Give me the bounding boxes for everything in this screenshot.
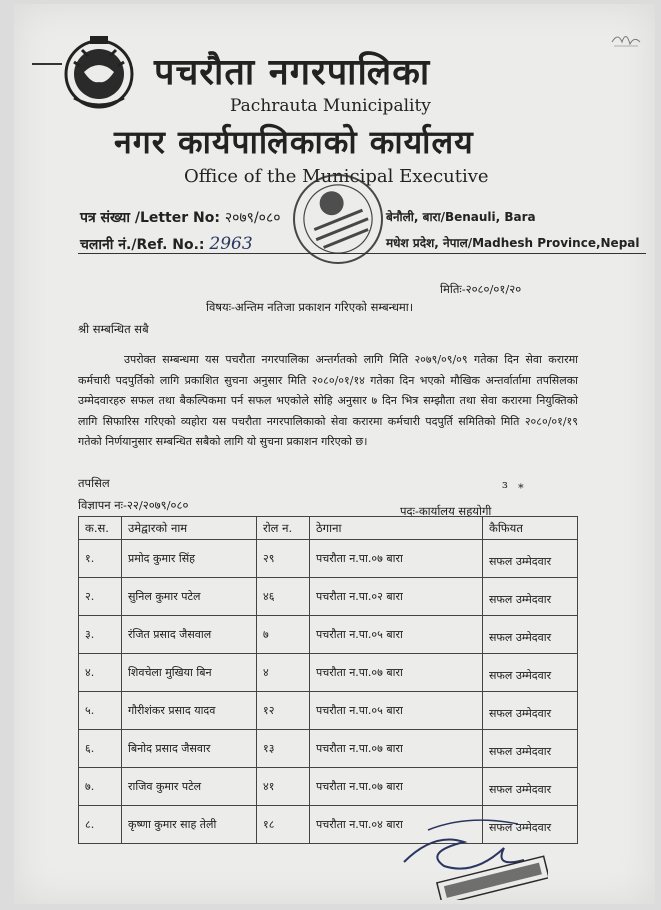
cell-address: पचरौता न.पा.०५ बारा (310, 616, 483, 654)
cell-name: गौरीशंकर प्रसाद यादव (122, 692, 257, 730)
cell-sn: ५. (79, 692, 122, 730)
reference-number (80, 234, 253, 254)
cell-roll: १२ (257, 692, 310, 730)
table-row (79, 692, 578, 730)
table-row (79, 654, 578, 692)
cell-name: सुनिल कुमार पटेल (122, 578, 257, 616)
table-row (79, 768, 578, 806)
office-round-stamp (278, 164, 398, 274)
nepal-emblem-logo (54, 32, 144, 112)
cell-remarks: सफल उम्मेदवार (483, 654, 578, 692)
cell-name: बिनोद प्रसाद जैसवार (122, 730, 257, 768)
cell-roll: १३ (257, 730, 310, 768)
col-remarks: कैफियत (483, 517, 578, 540)
cell-remarks: सफल उम्मेदवार (483, 578, 578, 616)
col-sn: क.स. (79, 517, 122, 540)
cell-roll: १८ (257, 806, 310, 844)
letter-addressee: श्री सम्बन्धित सबै (78, 322, 149, 336)
letter-date: मितिः-२०८०/०१/२० (440, 282, 522, 296)
reference-number-handwritten: 2963 (209, 234, 253, 254)
cell-sn: ७. (79, 768, 122, 806)
municipality-title-nepali: पचरौता नगरपालिका (154, 51, 431, 93)
letter-body: उपरोक्त सम्बन्धमा यस पचरौता नगरपालिका अन्तर्गतको लागि मिति २०७९/०९/०९ गतेका दिन सेवा करारमा कर्मचारी पदपुर्तिको लागि प्रकाशित सुचना अनुसार मिति २०८०/०१/१४ गतेका दिन भएको मौखिक अन्तर्वार्तामा तपसिलका उम्मेदवारहरु सफल तथा बैकल्पिकमा पर्न सफल भएकोले सोहि अनुसार ७ दिन भित्र सम्झौता तथा सेवा करारमा नियुक्तिको लागि सिफारिस गरिएको व्यहोरा यस पचरौता नगरपालिकाको सेवा करारमा कर्मचारी पदपुर्ति समितिको मिति २०८०/०१/१९ गतेको निर्णयानुसार सम्बन्धित सबैको लागि यो सुचना प्रकाशन गरिएको छ। (78, 353, 578, 448)
cell-address: पचरौता न.पा.०७ बारा (310, 654, 483, 692)
corner-pencil-mark (608, 22, 646, 50)
cell-address: पचरौता न.पा.०२ बारा (310, 578, 483, 616)
reference-number-label: चलानी नं./Ref. No.: (80, 237, 205, 253)
position-title: पदः-कार्यालय सहयोगी (400, 504, 492, 518)
letter-number-label: पत्र संख्या /Letter No: (80, 210, 220, 226)
cell-name: राजिव कुमार पटेल (122, 768, 257, 806)
letter-subject: विषयः-अन्तिम नतिजा प्रकाशन गरिएको सम्बन्धमा। (206, 300, 414, 314)
cell-remarks: सफल उम्मेदवार (483, 768, 578, 806)
cell-remarks: सफल उम्मेदवार (483, 616, 578, 654)
signature-and-stamp (398, 810, 548, 900)
cell-roll: ४१ (257, 768, 310, 806)
results-table (78, 516, 578, 844)
letter-number-value: २०७९/०८० (224, 210, 281, 226)
cell-name: रंजित प्रसाद जैसवाल (122, 616, 257, 654)
cell-roll: ४६ (257, 578, 310, 616)
table-header-row (79, 517, 578, 540)
cell-name: कृष्णा कुमार साह तेली (122, 806, 257, 844)
col-name: उमेद्वारको नाम (122, 517, 257, 540)
col-roll: रोल न. (257, 517, 310, 540)
cell-address: पचरौता न.पा.०७ बारा (310, 730, 483, 768)
cell-sn: ६. (79, 730, 122, 768)
cell-remarks: सफल उम्मेदवार (483, 730, 578, 768)
cell-address: पचरौता न.पा.०४ बारा (310, 806, 483, 844)
office-title-nepali: नगर कार्यपालिकाको कार्यालय (114, 123, 474, 161)
cell-remarks: सफल उम्मेदवार (483, 692, 578, 730)
address-line-2: मधेश प्रदेश, नेपाल/Madhesh Province,Nepal (386, 236, 640, 250)
cell-roll: २९ (257, 540, 310, 578)
cell-remarks: सफल उम्मेदवार (483, 540, 578, 578)
office-title-english: Office of the Municipal Executive (184, 166, 489, 187)
cell-sn: २. (79, 578, 122, 616)
cell-sn: ४. (79, 654, 122, 692)
table-row (79, 578, 578, 616)
cell-address: पचरौता न.पा.०७ बारा (310, 540, 483, 578)
cell-remarks: सफल उम्मेदवार (483, 806, 578, 844)
col-address: ठेगाना (310, 517, 483, 540)
cell-roll: ४ (257, 654, 310, 692)
cell-name: प्रमोद कुमार सिंह (122, 540, 257, 578)
advertisement-number: विज्ञापन नः-२२/२०७९/०८० (78, 498, 189, 512)
table-row (79, 540, 578, 578)
cell-address: पचरौता न.पा.०५ बारा (310, 692, 483, 730)
letter-sheet (14, 4, 655, 904)
table-row (79, 616, 578, 654)
table-row (79, 730, 578, 768)
cell-sn: ३. (79, 616, 122, 654)
cell-sn: ८. (79, 806, 122, 844)
pencil-tick-marks: ɜ ⁎ (502, 478, 524, 491)
details-heading: तपसिल (78, 476, 110, 490)
letter-number (80, 208, 281, 227)
cell-name: शिवचेला मुखिया बिन (122, 654, 257, 692)
cell-roll: ७ (257, 616, 310, 654)
header-divider (78, 253, 646, 254)
municipality-title-english: Pachrauta Municipality (230, 96, 431, 116)
cell-sn: १. (79, 540, 122, 578)
address-line-1: बेनौली, बारा/Benauli, Bara (386, 210, 536, 224)
cell-address: पचरौता न.पा.०७ बारा (310, 768, 483, 806)
